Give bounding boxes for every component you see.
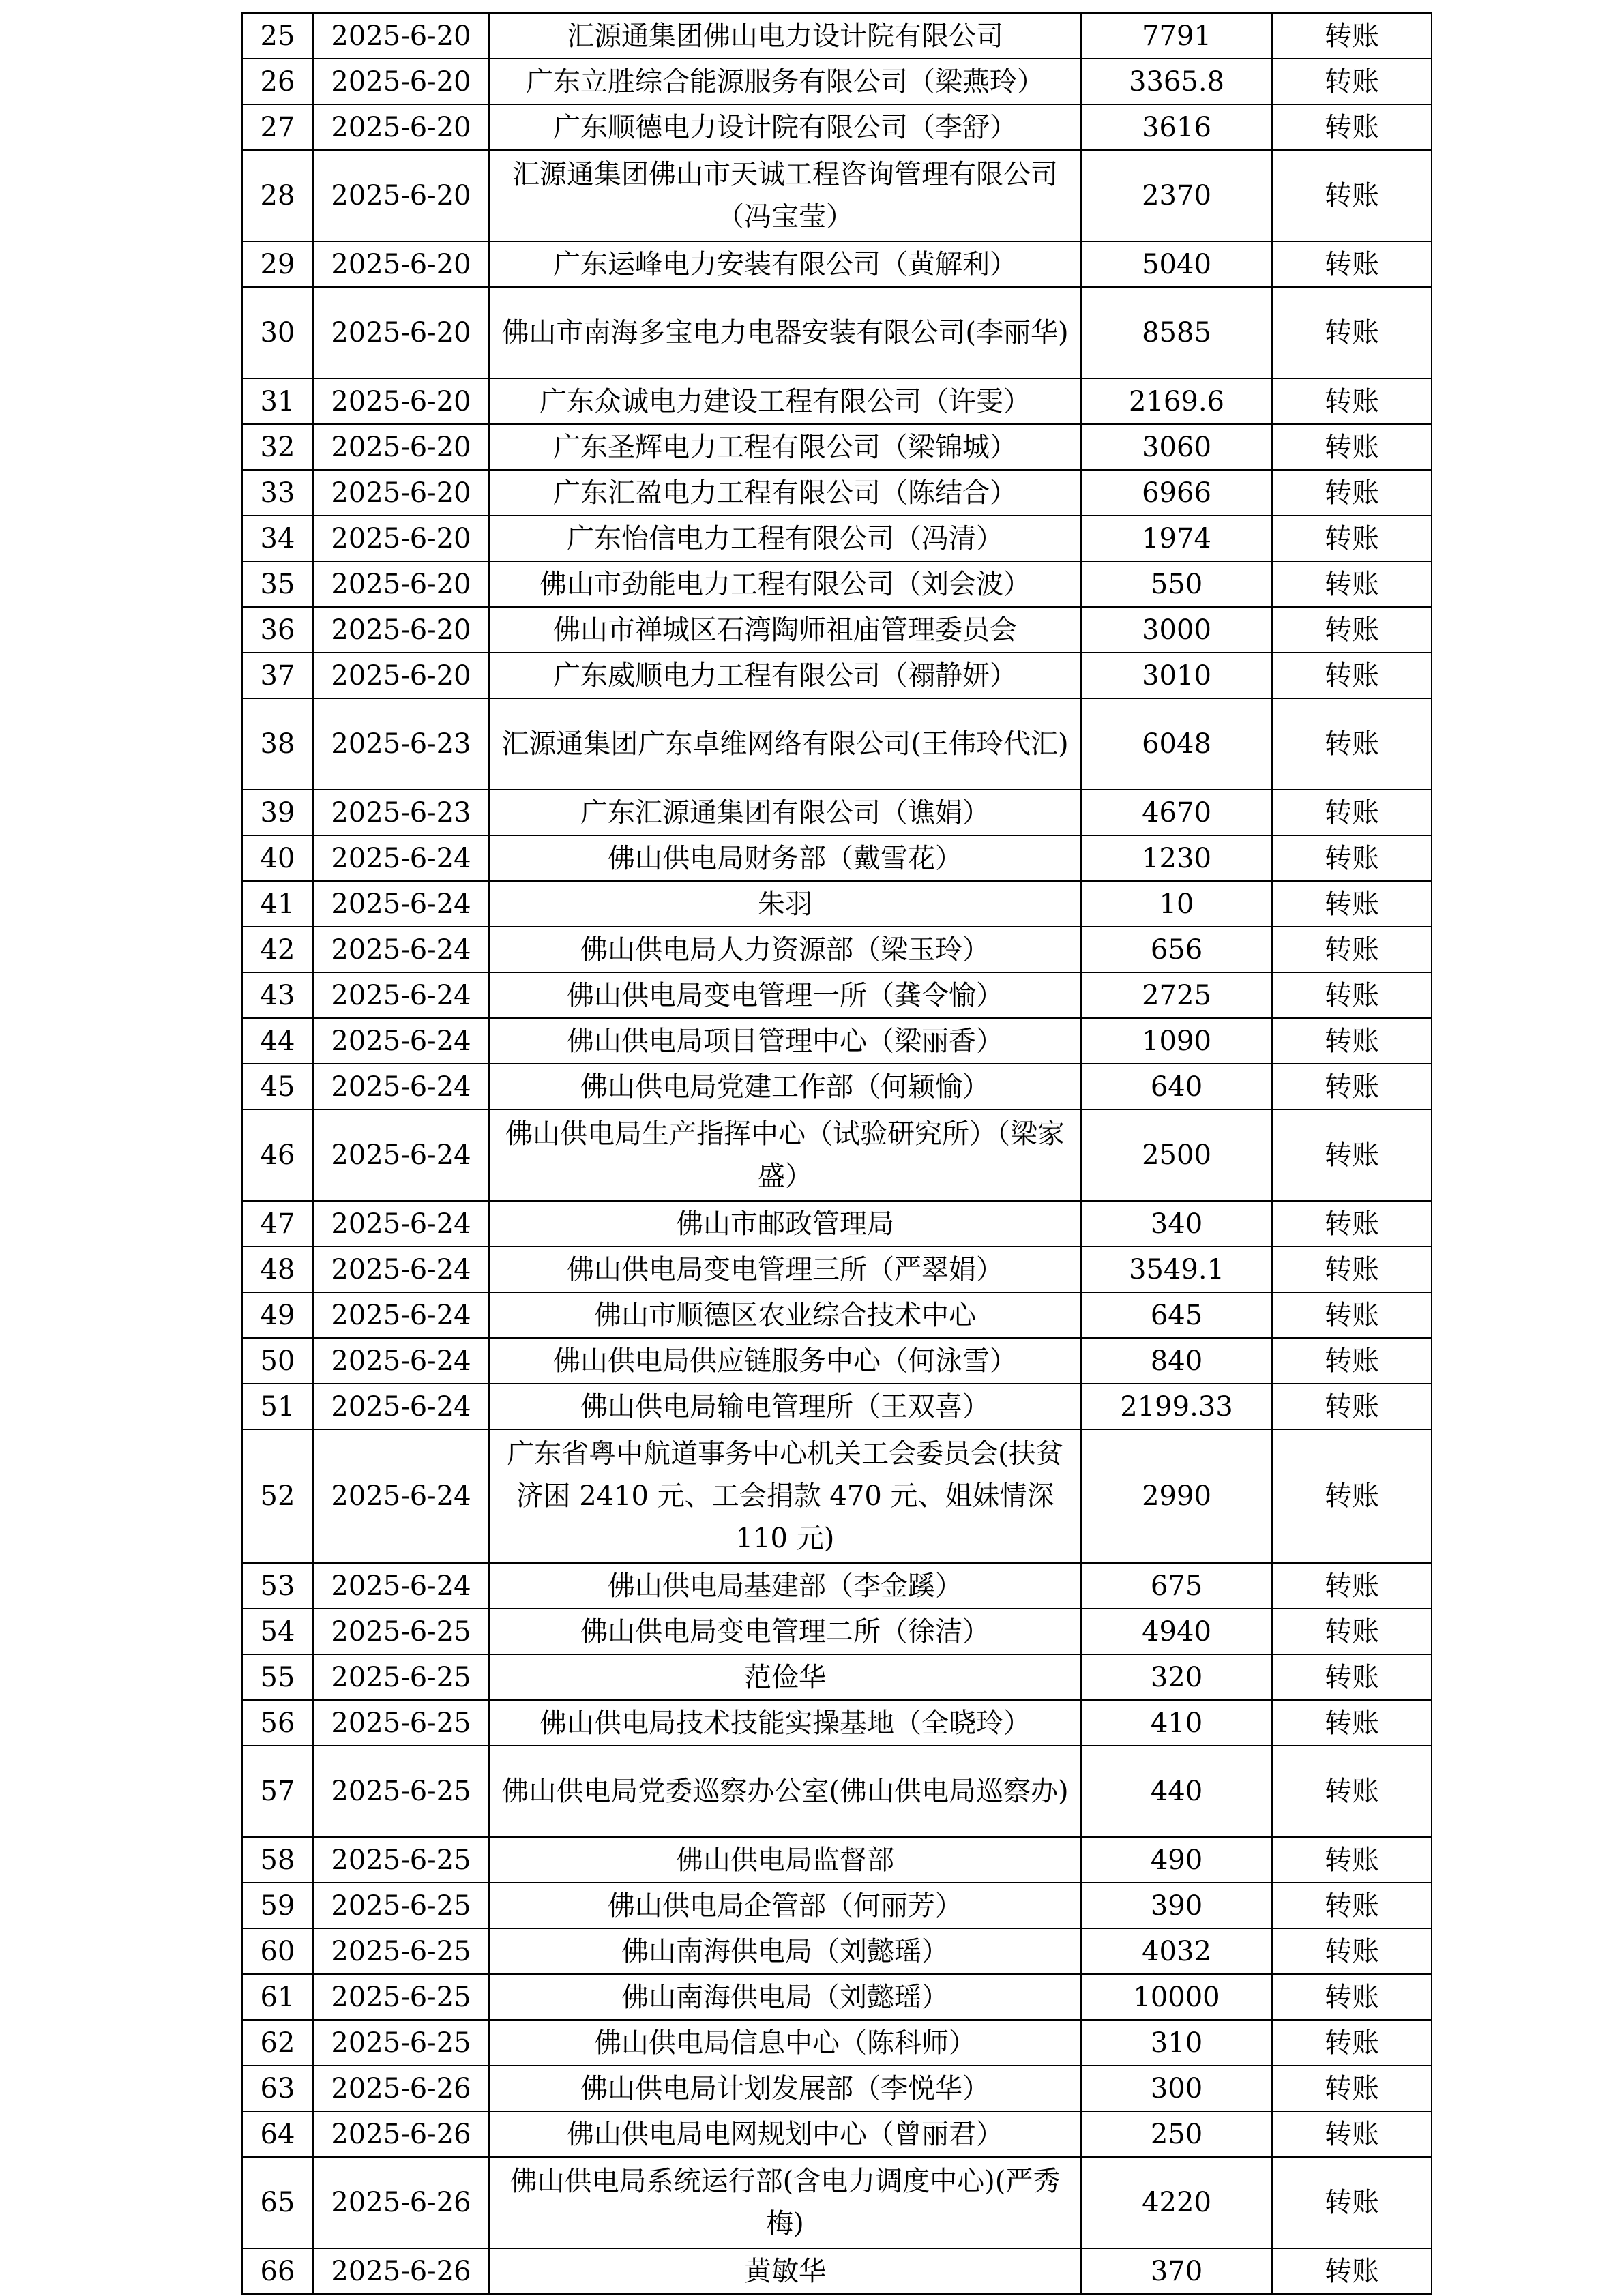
payment-method-cell: 转账 xyxy=(1272,881,1432,927)
row-number-cell: 57 xyxy=(242,1746,313,1837)
payment-method-cell: 转账 xyxy=(1272,1700,1432,1746)
donor-name-cell: 佛山供电局财务部（戴雪花） xyxy=(489,835,1081,881)
donor-name-cell: 佛山供电局基建部（李金蹊） xyxy=(489,1563,1081,1609)
row-number-cell: 53 xyxy=(242,1563,313,1609)
amount-cell: 340 xyxy=(1081,1201,1272,1247)
amount-cell: 250 xyxy=(1081,2111,1272,2157)
date-cell: 2025-6-24 xyxy=(313,927,489,972)
payment-method-cell: 转账 xyxy=(1272,607,1432,653)
payment-method-cell: 转账 xyxy=(1272,150,1432,241)
date-cell: 2025-6-25 xyxy=(313,1609,489,1654)
donor-name-cell: 佛山供电局变电管理一所（龚令愉） xyxy=(489,972,1081,1018)
donor-name-cell: 汇源通集团佛山市天诚工程咨询管理有限公司（冯宝莹） xyxy=(489,150,1081,241)
payment-method-cell: 转账 xyxy=(1272,698,1432,790)
amount-cell: 2370 xyxy=(1081,150,1272,241)
date-cell: 2025-6-20 xyxy=(313,653,489,698)
table-row xyxy=(242,241,1432,287)
date-cell: 2025-6-25 xyxy=(313,1974,489,2020)
payment-method-cell: 转账 xyxy=(1272,1883,1432,1928)
amount-cell: 2169.6 xyxy=(1081,378,1272,424)
row-number-cell: 27 xyxy=(242,104,313,150)
row-number-cell: 39 xyxy=(242,790,313,835)
table-row xyxy=(242,150,1432,241)
payment-method-cell: 转账 xyxy=(1272,470,1432,516)
payment-method-cell: 转账 xyxy=(1272,2020,1432,2066)
amount-cell: 4670 xyxy=(1081,790,1272,835)
donor-name-cell: 佛山供电局企管部（何丽芳） xyxy=(489,1883,1081,1928)
date-cell: 2025-6-24 xyxy=(313,1338,489,1384)
payment-method-cell: 转账 xyxy=(1272,424,1432,470)
table-row xyxy=(242,378,1432,424)
amount-cell: 300 xyxy=(1081,2066,1272,2111)
donor-name-cell: 佛山供电局计划发展部（李悦华） xyxy=(489,2066,1081,2111)
table-row xyxy=(242,1292,1432,1338)
row-number-cell: 44 xyxy=(242,1018,313,1064)
amount-cell: 640 xyxy=(1081,1064,1272,1109)
row-number-cell: 47 xyxy=(242,1201,313,1247)
table-row xyxy=(242,1928,1432,1974)
row-number-cell: 30 xyxy=(242,287,313,378)
table-row xyxy=(242,1109,1432,1201)
payment-method-cell: 转账 xyxy=(1272,790,1432,835)
amount-cell: 320 xyxy=(1081,1654,1272,1700)
payment-method-cell: 转账 xyxy=(1272,1201,1432,1247)
amount-cell: 4940 xyxy=(1081,1609,1272,1654)
row-number-cell: 37 xyxy=(242,653,313,698)
row-number-cell: 61 xyxy=(242,1974,313,2020)
row-number-cell: 48 xyxy=(242,1247,313,1292)
date-cell: 2025-6-25 xyxy=(313,2020,489,2066)
row-number-cell: 46 xyxy=(242,1109,313,1201)
amount-cell: 4032 xyxy=(1081,1928,1272,1974)
table-row xyxy=(242,1201,1432,1247)
row-number-cell: 32 xyxy=(242,424,313,470)
table-row xyxy=(242,1609,1432,1654)
payment-method-cell: 转账 xyxy=(1272,2157,1432,2248)
donor-name-cell: 佛山供电局技术技能实操基地（全晓玲） xyxy=(489,1700,1081,1746)
donor-name-cell: 广东运峰电力安装有限公司（黄解利） xyxy=(489,241,1081,287)
payment-method-cell: 转账 xyxy=(1272,2111,1432,2157)
table-row xyxy=(242,424,1432,470)
payment-method-cell: 转账 xyxy=(1272,104,1432,150)
donor-name-cell: 佛山供电局监督部 xyxy=(489,1837,1081,1883)
table-row xyxy=(242,881,1432,927)
payment-method-cell: 转账 xyxy=(1272,1928,1432,1974)
donor-name-cell: 佛山南海供电局（刘懿瑶） xyxy=(489,1974,1081,2020)
donor-name-cell: 汇源通集团佛山电力设计院有限公司 xyxy=(489,13,1081,59)
row-number-cell: 40 xyxy=(242,835,313,881)
table-row xyxy=(242,1064,1432,1109)
table-row xyxy=(242,835,1432,881)
date-cell: 2025-6-24 xyxy=(313,1064,489,1109)
table-row xyxy=(242,1746,1432,1837)
date-cell: 2025-6-24 xyxy=(313,1247,489,1292)
donor-name-cell: 佛山供电局变电管理二所（徐洁） xyxy=(489,1609,1081,1654)
amount-cell: 440 xyxy=(1081,1746,1272,1837)
table-row xyxy=(242,1654,1432,1700)
donor-name-cell: 广东顺德电力设计院有限公司（李舒） xyxy=(489,104,1081,150)
row-number-cell: 28 xyxy=(242,150,313,241)
row-number-cell: 65 xyxy=(242,2157,313,2248)
row-number-cell: 50 xyxy=(242,1338,313,1384)
payment-method-cell: 转账 xyxy=(1272,378,1432,424)
table-row xyxy=(242,470,1432,516)
table-row xyxy=(242,59,1432,104)
table-row xyxy=(242,1018,1432,1064)
amount-cell: 410 xyxy=(1081,1700,1272,1746)
row-number-cell: 56 xyxy=(242,1700,313,1746)
donor-name-cell: 佛山市顺德区农业综合技术中心 xyxy=(489,1292,1081,1338)
table-row xyxy=(242,1384,1432,1429)
table-row xyxy=(242,2111,1432,2157)
amount-cell: 645 xyxy=(1081,1292,1272,1338)
donor-name-cell: 黄敏华 xyxy=(489,2248,1081,2294)
donor-name-cell: 广东圣辉电力工程有限公司（梁锦城） xyxy=(489,424,1081,470)
amount-cell: 3365.8 xyxy=(1081,59,1272,104)
amount-cell: 310 xyxy=(1081,2020,1272,2066)
payment-method-cell: 转账 xyxy=(1272,1429,1432,1563)
date-cell: 2025-6-24 xyxy=(313,1201,489,1247)
table-row xyxy=(242,2020,1432,2066)
row-number-cell: 66 xyxy=(242,2248,313,2294)
donor-name-cell: 佛山供电局信息中心（陈科师） xyxy=(489,2020,1081,2066)
payment-method-cell: 转账 xyxy=(1272,1064,1432,1109)
donor-name-cell: 佛山市邮政管理局 xyxy=(489,1201,1081,1247)
date-cell: 2025-6-24 xyxy=(313,1109,489,1201)
donor-name-cell: 广东威顺电力工程有限公司（禤静妍） xyxy=(489,653,1081,698)
date-cell: 2025-6-20 xyxy=(313,470,489,516)
amount-cell: 656 xyxy=(1081,927,1272,972)
donor-name-cell: 佛山供电局电网规划中心（曾丽君） xyxy=(489,2111,1081,2157)
row-number-cell: 38 xyxy=(242,698,313,790)
amount-cell: 840 xyxy=(1081,1338,1272,1384)
donor-name-cell: 佛山供电局人力资源部（梁玉玲） xyxy=(489,927,1081,972)
date-cell: 2025-6-20 xyxy=(313,516,489,561)
amount-cell: 675 xyxy=(1081,1563,1272,1609)
payment-method-cell: 转账 xyxy=(1272,1609,1432,1654)
donor-name-cell: 佛山南海供电局（刘懿瑶） xyxy=(489,1928,1081,1974)
donor-name-cell: 佛山市禅城区石湾陶师祖庙管理委员会 xyxy=(489,607,1081,653)
row-number-cell: 63 xyxy=(242,2066,313,2111)
table-row xyxy=(242,2248,1432,2294)
row-number-cell: 33 xyxy=(242,470,313,516)
amount-cell: 390 xyxy=(1081,1883,1272,1928)
row-number-cell: 64 xyxy=(242,2111,313,2157)
table-row xyxy=(242,1974,1432,2020)
payment-method-cell: 转账 xyxy=(1272,59,1432,104)
date-cell: 2025-6-26 xyxy=(313,2157,489,2248)
payment-method-cell: 转账 xyxy=(1272,1746,1432,1837)
amount-cell: 5040 xyxy=(1081,241,1272,287)
date-cell: 2025-6-26 xyxy=(313,2248,489,2294)
payment-method-cell: 转账 xyxy=(1272,1109,1432,1201)
amount-cell: 1090 xyxy=(1081,1018,1272,1064)
amount-cell: 3060 xyxy=(1081,424,1272,470)
donor-name-cell: 佛山供电局项目管理中心（梁丽香） xyxy=(489,1018,1081,1064)
table-row xyxy=(242,790,1432,835)
payment-method-cell: 转账 xyxy=(1272,835,1432,881)
row-number-cell: 58 xyxy=(242,1837,313,1883)
amount-cell: 8585 xyxy=(1081,287,1272,378)
donation-table xyxy=(241,12,1432,2295)
donor-name-cell: 佛山市南海多宝电力电器安装有限公司(李丽华) xyxy=(489,287,1081,378)
row-number-cell: 43 xyxy=(242,972,313,1018)
date-cell: 2025-6-25 xyxy=(313,1654,489,1700)
date-cell: 2025-6-23 xyxy=(313,698,489,790)
donor-name-cell: 佛山供电局输电管理所（王双喜） xyxy=(489,1384,1081,1429)
payment-method-cell: 转账 xyxy=(1272,2248,1432,2294)
payment-method-cell: 转账 xyxy=(1272,287,1432,378)
donor-name-cell: 佛山市劲能电力工程有限公司（刘会波） xyxy=(489,561,1081,607)
table-row xyxy=(242,1429,1432,1563)
donor-name-cell: 佛山供电局变电管理三所（严翠娟） xyxy=(489,1247,1081,1292)
payment-method-cell: 转账 xyxy=(1272,1384,1432,1429)
amount-cell: 7791 xyxy=(1081,13,1272,59)
date-cell: 2025-6-20 xyxy=(313,150,489,241)
amount-cell: 10000 xyxy=(1081,1974,1272,2020)
amount-cell: 2990 xyxy=(1081,1429,1272,1563)
table-row xyxy=(242,653,1432,698)
table-row xyxy=(242,607,1432,653)
payment-method-cell: 转账 xyxy=(1272,2066,1432,2111)
date-cell: 2025-6-20 xyxy=(313,104,489,150)
table-row xyxy=(242,561,1432,607)
donation-table-body xyxy=(242,13,1432,2294)
date-cell: 2025-6-20 xyxy=(313,607,489,653)
donor-name-cell: 广东省粤中航道事务中心机关工会委员会(扶贫济困 2410 元、工会捐款 470 元、姐妹情深 110 元) xyxy=(489,1429,1081,1563)
table-row xyxy=(242,927,1432,972)
payment-method-cell: 转账 xyxy=(1272,653,1432,698)
amount-cell: 3549.1 xyxy=(1081,1247,1272,1292)
amount-cell: 3000 xyxy=(1081,607,1272,653)
donor-name-cell: 汇源通集团广东卓维网络有限公司(王伟玲代汇) xyxy=(489,698,1081,790)
payment-method-cell: 转账 xyxy=(1272,1654,1432,1700)
table-row xyxy=(242,13,1432,59)
amount-cell: 2199.33 xyxy=(1081,1384,1272,1429)
date-cell: 2025-6-24 xyxy=(313,972,489,1018)
donor-name-cell: 佛山供电局系统运行部(含电力调度中心)(严秀梅) xyxy=(489,2157,1081,2248)
amount-cell: 2500 xyxy=(1081,1109,1272,1201)
row-number-cell: 29 xyxy=(242,241,313,287)
payment-method-cell: 转账 xyxy=(1272,972,1432,1018)
table-row xyxy=(242,516,1432,561)
amount-cell: 1974 xyxy=(1081,516,1272,561)
payment-method-cell: 转账 xyxy=(1272,1247,1432,1292)
amount-cell: 6966 xyxy=(1081,470,1272,516)
row-number-cell: 52 xyxy=(242,1429,313,1563)
table-row xyxy=(242,698,1432,790)
amount-cell: 4220 xyxy=(1081,2157,1272,2248)
row-number-cell: 42 xyxy=(242,927,313,972)
donor-name-cell: 朱羽 xyxy=(489,881,1081,927)
table-row xyxy=(242,1338,1432,1384)
table-row xyxy=(242,1837,1432,1883)
payment-method-cell: 转账 xyxy=(1272,1018,1432,1064)
date-cell: 2025-6-20 xyxy=(313,59,489,104)
row-number-cell: 34 xyxy=(242,516,313,561)
table-row xyxy=(242,1700,1432,1746)
date-cell: 2025-6-26 xyxy=(313,2111,489,2157)
date-cell: 2025-6-25 xyxy=(313,1883,489,1928)
amount-cell: 550 xyxy=(1081,561,1272,607)
date-cell: 2025-6-24 xyxy=(313,1018,489,1064)
date-cell: 2025-6-20 xyxy=(313,13,489,59)
row-number-cell: 59 xyxy=(242,1883,313,1928)
table-row xyxy=(242,2157,1432,2248)
donor-name-cell: 广东汇源通集团有限公司（谯娟） xyxy=(489,790,1081,835)
payment-method-cell: 转账 xyxy=(1272,1563,1432,1609)
row-number-cell: 31 xyxy=(242,378,313,424)
payment-method-cell: 转账 xyxy=(1272,561,1432,607)
amount-cell: 3616 xyxy=(1081,104,1272,150)
payment-method-cell: 转账 xyxy=(1272,1338,1432,1384)
amount-cell: 2725 xyxy=(1081,972,1272,1018)
table-row xyxy=(242,1883,1432,1928)
donor-name-cell: 范俭华 xyxy=(489,1654,1081,1700)
row-number-cell: 54 xyxy=(242,1609,313,1654)
donor-name-cell: 佛山供电局党建工作部（何颖愉） xyxy=(489,1064,1081,1109)
date-cell: 2025-6-20 xyxy=(313,378,489,424)
date-cell: 2025-6-24 xyxy=(313,1384,489,1429)
date-cell: 2025-6-25 xyxy=(313,1746,489,1837)
table-row xyxy=(242,2066,1432,2111)
row-number-cell: 26 xyxy=(242,59,313,104)
row-number-cell: 62 xyxy=(242,2020,313,2066)
date-cell: 2025-6-20 xyxy=(313,561,489,607)
date-cell: 2025-6-25 xyxy=(313,1837,489,1883)
amount-cell: 1230 xyxy=(1081,835,1272,881)
date-cell: 2025-6-25 xyxy=(313,1700,489,1746)
payment-method-cell: 转账 xyxy=(1272,1974,1432,2020)
table-row xyxy=(242,287,1432,378)
table-row xyxy=(242,104,1432,150)
donor-name-cell: 广东立胜综合能源服务有限公司（梁燕玲） xyxy=(489,59,1081,104)
table-row xyxy=(242,1247,1432,1292)
row-number-cell: 25 xyxy=(242,13,313,59)
amount-cell: 370 xyxy=(1081,2248,1272,2294)
payment-method-cell: 转账 xyxy=(1272,516,1432,561)
row-number-cell: 35 xyxy=(242,561,313,607)
date-cell: 2025-6-25 xyxy=(313,1928,489,1974)
donor-name-cell: 佛山供电局供应链服务中心（何泳雪） xyxy=(489,1338,1081,1384)
table-row xyxy=(242,1563,1432,1609)
date-cell: 2025-6-24 xyxy=(313,1429,489,1563)
date-cell: 2025-6-20 xyxy=(313,241,489,287)
row-number-cell: 60 xyxy=(242,1928,313,1974)
donor-name-cell: 广东怡信电力工程有限公司（冯清） xyxy=(489,516,1081,561)
row-number-cell: 41 xyxy=(242,881,313,927)
row-number-cell: 49 xyxy=(242,1292,313,1338)
table-row xyxy=(242,972,1432,1018)
amount-cell: 490 xyxy=(1081,1837,1272,1883)
donor-name-cell: 广东汇盈电力工程有限公司（陈结合） xyxy=(489,470,1081,516)
date-cell: 2025-6-20 xyxy=(313,424,489,470)
date-cell: 2025-6-26 xyxy=(313,2066,489,2111)
donor-name-cell: 广东众诚电力建设工程有限公司（许雯） xyxy=(489,378,1081,424)
date-cell: 2025-6-24 xyxy=(313,1292,489,1338)
payment-method-cell: 转账 xyxy=(1272,13,1432,59)
amount-cell: 6048 xyxy=(1081,698,1272,790)
payment-method-cell: 转账 xyxy=(1272,1292,1432,1338)
row-number-cell: 45 xyxy=(242,1064,313,1109)
donor-name-cell: 佛山供电局党委巡察办公室(佛山供电局巡察办) xyxy=(489,1746,1081,1837)
amount-cell: 3010 xyxy=(1081,653,1272,698)
row-number-cell: 51 xyxy=(242,1384,313,1429)
payment-method-cell: 转账 xyxy=(1272,241,1432,287)
date-cell: 2025-6-23 xyxy=(313,790,489,835)
row-number-cell: 36 xyxy=(242,607,313,653)
date-cell: 2025-6-24 xyxy=(313,835,489,881)
date-cell: 2025-6-24 xyxy=(313,1563,489,1609)
payment-method-cell: 转账 xyxy=(1272,927,1432,972)
payment-method-cell: 转账 xyxy=(1272,1837,1432,1883)
donor-name-cell: 佛山供电局生产指挥中心（试验研究所）（梁家盛） xyxy=(489,1109,1081,1201)
amount-cell: 10 xyxy=(1081,881,1272,927)
date-cell: 2025-6-20 xyxy=(313,287,489,378)
date-cell: 2025-6-24 xyxy=(313,881,489,927)
row-number-cell: 55 xyxy=(242,1654,313,1700)
